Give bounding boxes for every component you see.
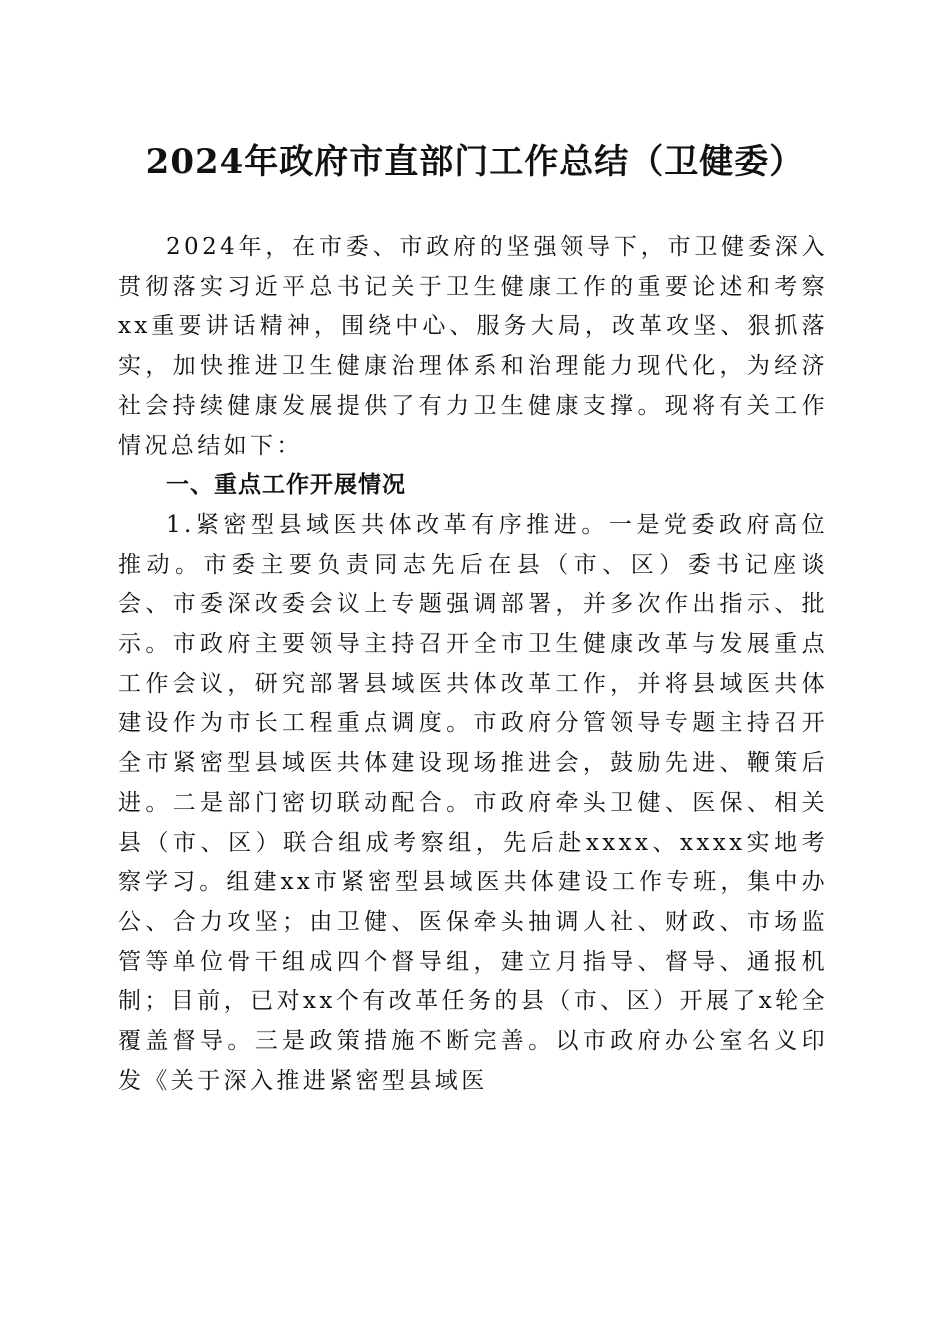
section-paragraph: 1.紧密型县域医共体改革有序推进。一是党委政府高位推动。市委主要负责同志先后在县（市、区）委书记座谈会、市委深改委会议上专题强调部署，并多次作出指示、批示。市政府主要领导主持召开全市卫生健康改革与发展重点工作会议，研究部署县域医共体改革工作，并将县域医共体建设作为市长工程重点调度。市政府分管领导专题主持召开全市紧密型县域医共体建设现场推进会，鼓励先进、鞭策后进。二是部门密切联动配合。市政府牵头卫健、医保、相关县（市、区）联合组成考察组，先后赴xxxx、xxxx实地考察学习。组建xx市紧密型县域医共体建设工作专班，集中办公、合力攻坚；由卫健、医保牵头抽调人社、财政、市场监管等单位骨干组成四个督导组，建立月指导、督导、通报机制；目前，已对xx个有改革任务的县（市、区）开展了x轮全覆盖督导。三是政策措施不断完善。以市政府办公室名义印发《关于深入推进紧密型县域医: [118, 511, 828, 1094]
intro-paragraph: 2024年，在市委、市政府的坚强领导下，市卫健委深入贯彻落实习近平总书记关于卫生健康工作的重要论述和考察xx重要讲话精神，围绕中心、服务大局，改革攻坚、狠抓落实，加快推进卫生健康治理体系和治理能力现代化，为经济社会持续健康发展提供了有力卫生健康支撑。现将有关工作情况总结如下：: [118, 234, 828, 459]
document-title: 2024年政府市直部门工作总结（卫健委）: [145, 142, 805, 182]
document-body: [118, 228, 828, 1101]
section-heading: 一、重点工作开展情况: [166, 472, 406, 499]
